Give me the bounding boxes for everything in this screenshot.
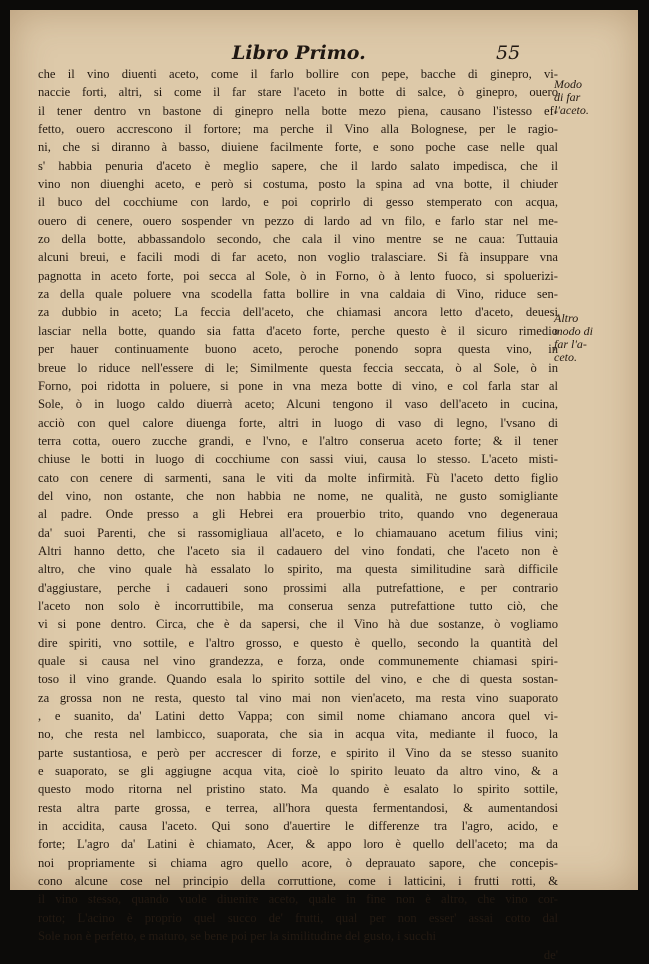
text-line: il vino stesso, quando vuole diuenire aceto, quale in fine non è altro, che vino cor- [38,892,558,907]
text-line: toso il vino grande. Quando esala lo spirito sottile del vino, e che di questa sostan- [38,672,558,687]
text-line: resta altra parte grossa, e terrea, all'hora questa fermentandosi, & aumentandosi [38,800,558,815]
margin-note-altro-modo [554,312,630,364]
text-line: da' suoi Parenti, che si rassomigliaua all'aceto, e lo chiamauano acetum filius vini; [38,525,558,540]
text-line: lasciar nella botte, quando sia fatta d'aceto forte, perche questo è il sicuro rimedio [38,323,558,338]
text-line: del vino, non ostante, che non habbia ne nome, ne qualità, ne gusto somigliante [38,488,558,503]
body-text [38,65,558,964]
text-line: cato con cenere di sarmenti, sana le viti da molte infirmità. Fù l'aceto detto figlio [38,470,558,485]
text-line: s' habbia penuria d'aceto è meglio sapere, che il lardo salato impedisca, che il [38,158,558,173]
margin-note-line: ceto. [554,350,577,364]
text-line: altro, che vino quale hà essalato lo spirito, ma questa similitudine sarà difficile [38,562,558,577]
text-line: Sole non è perfetto, e maturo, se bene poi per la similitudine del gusto, i succhi [38,929,437,944]
text-line: rotto; L'acino è proprio quel succo de' frutti, qual per non esser' assai cotto dal [38,910,558,925]
running-title: Libro Primo. [232,42,366,64]
text-line: quale si causa nel vino grandezza, e forza, onde communemente chiamasi spiri- [38,654,558,668]
text-line: vi si pone dentro. Circa, che è da sapersi, che il Vino hà due sostanze, ò vogliamo [38,617,558,632]
text-line: l'aceto non solo è incorruttibile, ma conserua senza putrefattione tutto ciò, che [38,598,558,613]
text-line: ni, che si diranno à basso, diuiene facilmente forte, e sono poche case nelle qual [38,140,558,155]
text-line: al padre. Onde presso a gli Hebrei era prouerbio trito, quando vno degeneraua [38,507,558,522]
text-line: naccie forti, altri, si come il far stare l'aceto in botte di salce, ò ginepro, ouero [38,85,558,100]
text-line: Sole, ò in luogo caldo diuerrà aceto; Alcuni tengono il vaso dell'aceto in cucina, [38,397,558,412]
text-line: de' [543,947,558,962]
margin-note-line: di far [554,90,581,104]
margin-note-line: l'aceto. [554,103,589,117]
text-line: vino non diuenghi aceto, e però si costuma, posto la spina ad vna botte, il chiuder [38,177,558,192]
text-line: , e suanito, da' Latini detto Vappa; con simil nome chiamano ancora quel vi- [38,709,558,724]
text-line: questo modo ritorna nel pristino stato. Ma quando è esalato lo spirito sottile, [38,782,558,797]
text-line: parte sustantiosa, e però per accrescer di forze, e spirito il Vino da se stesso suanito [38,745,558,760]
text-line: chiuse le botti in luogo di cocchiume con sassi viui, causa lo stesso. L'aceto misti- [38,452,558,467]
book-page [10,10,638,962]
text-line: ouero di cenere, ouero sospender vn pezzo di lardo ad vn filo, e farlo star nel me- [38,213,558,228]
text-line: dire spiriti, vno sottile, e l'altro grosso, e questo è quello, secondo la quantità del [38,635,558,650]
text-line: za grossa non ne resta, questo tal vino mai non vien'aceto, ma resta vino suaporato [38,690,558,705]
text-line: terra cotta, ouero zucche grandi, e l'vno, e l'altro conserua aceto forte; & il tener [38,433,558,448]
text-line: che il vino diuenti aceto, come il farlo bollire con pepe, bacche di ginepro, vi- [38,67,558,81]
margin-note-line: far l'a- [554,337,587,351]
text-line: in accidita, causa l'aceto. Qui sono d'auertire le differenze tra l'agro, acido, e [38,819,558,834]
margin-note-modo-di-far-aceto [554,78,630,117]
text-line: forte; L'agro da' Latini è chiamato, Acer, & appo loro è quello dell'aceto; ma da [38,837,558,852]
text-line: cono alcune cose nel principio della corruttione, come i latticini, i frutti rotti, & [38,874,558,889]
text-line: pagnotta in aceto forte, poi secca al Sole, ò in Forno, ò à lento fuoco, si spoluerizi- [38,268,558,283]
text-line: il buco del cocchiume con lardo, e poi coprirlo di gesso stemperato con acqua, [38,195,558,210]
text-line: za della quale poluere vna scodella fatta bollire in vna caldaia di Vino, riduce sen- [38,287,558,302]
text-line: za dubbio in aceto; La feccia dell'aceto, che chiamasi ancora letto d'aceto, deuesi [38,305,558,320]
margin-note-line: Altro [554,311,579,325]
text-line: breue lo riduce nell'essere di le; Similmente questa feccia seccata, ò al Sole, ò in [38,360,558,375]
margin-note-line: Modo [554,77,582,91]
text-line: il tener dentro vn bastone di ginepro nella botte mezo piena, causano l'istesso ef- [38,103,558,118]
text-line: no, che resta nel lambicco, suaporata, che sia in acqua vita, mediante il fuoco, la [38,727,558,742]
page-number: 55 [496,42,521,64]
text-line: per hauer continuamente buono aceto, peroche ponendo sopra questa vino, in [38,342,558,357]
text-line: noi propriamente si chiama agro quello acore, ò deprauato sapore, che concepis- [38,855,558,870]
text-line: e suaporato, se gli aggiugne acqua vita, cioè lo spirito leuato da altro vino, & a [38,764,558,779]
text-line: d'aggiustare, perche i cadaueri sono prossimi alla putrefattione, e per contrario [38,580,558,595]
text-line: zo della botte, abbassandolo secondo, che cala il vino mentre se ne caua: Tuttauia [38,232,558,247]
text-line: alcuni breui, e facili modi di far aceto, non voglio tralasciare. Si fà insuppare vna [38,250,558,265]
text-line: Forno, poi ridotta in poluere, si pone in vna meza botte di vino, e col farla star al [38,378,558,393]
text-line: fetto, ouero accrescono il fortore; ma perche il Vino alla Bolognese, per le ragio- [38,122,558,137]
text-line: Altri hanno detto, che l'aceto sia il cadauero del vino fondati, che l'aceto non è [38,543,558,558]
text-line: acciò con quel calore diuenga forte, altri in luogo di vaso di legno, l'vsano di [38,415,558,430]
margin-note-line: modo di [554,324,593,338]
